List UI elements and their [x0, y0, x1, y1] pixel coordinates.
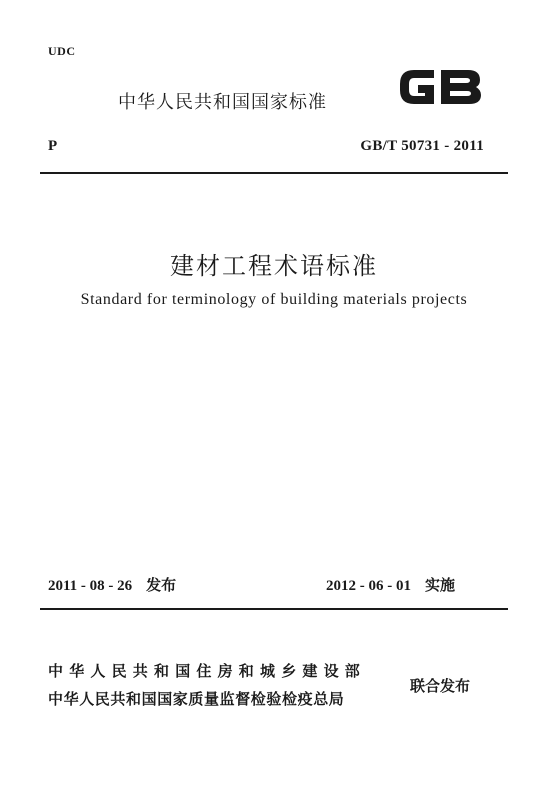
issue-label: 发布 [146, 576, 177, 594]
bottom-divider [40, 608, 508, 610]
standard-title-chinese: 建材工程术语标准 [170, 252, 378, 280]
issue-date-row [48, 574, 176, 595]
top-divider [40, 172, 508, 174]
gb-logo [396, 64, 484, 110]
implementation-label: 实施 [425, 576, 456, 594]
issue-date: 2011 - 08 - 26 [48, 578, 133, 594]
joint-issue-label: 联合发布 [410, 677, 471, 695]
implementation-date-row [326, 574, 455, 595]
implementation-date: 2012 - 06 - 01 [326, 578, 411, 594]
national-standard-heading: 中华人民共和国国家标准 [118, 92, 327, 113]
issuer-aqsiq: 中华人民共和国国家质量监督检验检疫总局 [48, 690, 345, 708]
standard-title-english: Standard for terminology of building materials projects [80, 291, 468, 308]
category-code: P [48, 138, 58, 154]
udc-label: UDC [48, 44, 76, 58]
standard-number: GB/T 50731 - 2011 [360, 138, 484, 154]
issuer-ministry-housing: 中华人民共和国住房和城乡建设部 [48, 662, 367, 680]
